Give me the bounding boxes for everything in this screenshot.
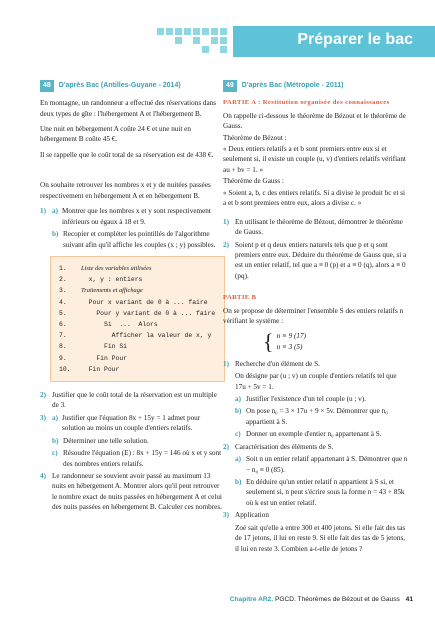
decor-square xyxy=(157,28,164,35)
decor-square xyxy=(193,28,200,35)
line-number: 7. xyxy=(59,332,67,340)
sub-question xyxy=(223,429,408,439)
decor-square xyxy=(211,28,218,35)
question-text: Résoudre l'équation (E) : 8x + 15y = 146 où x et y sont des nombres entiers relatifs. xyxy=(63,449,222,468)
question xyxy=(40,413,225,434)
algorithm-line xyxy=(59,285,216,296)
question-number: 1) xyxy=(40,207,46,216)
question xyxy=(223,240,408,282)
question-text: Justifier que l'équation 8x + 15y = 1 admet pour solution au moins un couple d'entiers relatifs. xyxy=(62,413,201,433)
line-number: 10. xyxy=(59,365,71,373)
exercise-number: 48 xyxy=(40,80,54,92)
line-number: 8. xyxy=(59,343,67,351)
exercise-source: D'après Bac (Antilles-Guyane - 2014) xyxy=(58,82,181,89)
question xyxy=(223,442,408,452)
question xyxy=(223,510,408,520)
question-text: Montrer que les nombres x et y sont respectivement inférieurs ou égaux à 18 et 9. xyxy=(62,207,211,226)
question-text: On pose n₀ = 3 × 17u + 9 × 5v. Démontrer que n₀ appartient à S. xyxy=(246,407,388,426)
question-number: 2) xyxy=(223,240,229,249)
sub-question xyxy=(40,448,225,469)
question-text: En utilisant le théorème de Bézout, démontrer le théorème de Gauss. xyxy=(235,217,403,237)
question-text: Recherche d'un élément de S. xyxy=(235,359,320,368)
decor-square xyxy=(202,46,209,53)
algorithm-line xyxy=(59,364,216,375)
decor-square xyxy=(166,28,173,35)
system-line: n ≡ 9 (17) xyxy=(276,331,306,340)
question-text: Soit n un entier relatif appartenant à S. Démontrer que n − n₀ ≡ 0 (85). xyxy=(246,455,408,474)
decor-square xyxy=(175,37,182,44)
paragraph: « Deux entiers relatifs a et b sont premiers entre eux si et seulement si, il existe un couple (u, v) d'entiers relatifs vérifiant au + bv = 1. » xyxy=(223,145,406,174)
paragraph: On se propose de déterminer l'ensemble S des entiers relatifs n vérifiant le système : xyxy=(223,306,404,326)
question-number: 4) xyxy=(40,472,46,481)
question xyxy=(223,359,408,369)
algorithm-line xyxy=(59,353,216,364)
sub-label: b) xyxy=(52,230,59,239)
question-number: 1) xyxy=(223,217,229,226)
algorithm-line xyxy=(59,330,216,341)
question-number: 3) xyxy=(223,511,229,520)
line-number: 5. xyxy=(59,309,67,317)
page-number: 41 xyxy=(405,596,413,603)
question-number: 2) xyxy=(223,442,229,451)
sub-question xyxy=(223,477,408,508)
paragraph: En montagne, un randonneur a effectué des réservations dans deux types de gîte : l'hébergement A et l'hébergement B. xyxy=(40,99,217,118)
question-text: Caractérisation des éléments de S. xyxy=(235,442,334,451)
algorithm-line xyxy=(59,319,216,330)
question xyxy=(40,471,225,513)
paragraph: « Soient a, b, c des entiers relatifs. Si a divise le produit bc et si a et b sont premiers entre eux, alors a divise c. » xyxy=(223,188,406,208)
sub-label: a) xyxy=(52,207,58,216)
line-number: 3. xyxy=(59,287,67,295)
line-number: 1. xyxy=(59,264,67,272)
decor-square xyxy=(175,28,182,35)
sub-label: c) xyxy=(235,430,241,439)
sub-question xyxy=(40,436,225,446)
exercise-49 xyxy=(223,80,408,556)
question-continuation xyxy=(223,523,408,554)
question-text: Donner un exemple d'entier n₀ appartenant à S. xyxy=(246,430,382,439)
question-text: Soient p et q deux entiers naturels tels que p et q sont premiers entre eux. Déduire du théorème de Gauss que, si a est un entier relatif, tel que a ≡ 0 (p) et a ≡ 0 (q), alors a ≡ 0 (pq). xyxy=(235,240,407,280)
line-text: x, y : entiers xyxy=(81,276,143,284)
line-number: 9. xyxy=(59,354,67,362)
line-text: Si ... Alors xyxy=(81,320,158,328)
left-brace: { xyxy=(263,328,274,354)
decor-square xyxy=(184,28,191,35)
question-text: Justifier que le coût total de la réservation est un multiple de 3. xyxy=(52,390,217,410)
sub-question xyxy=(223,394,408,404)
question-text: Déterminer une telle solution. xyxy=(63,436,149,445)
sub-label: c) xyxy=(52,449,58,458)
line-number: 4. xyxy=(59,298,67,306)
exercise-header xyxy=(40,80,225,92)
page-footer xyxy=(230,596,413,603)
decor-square xyxy=(220,46,227,53)
line-text: Fin Pour xyxy=(81,354,128,362)
question-text: Le randonneur se souvient avoir passé au maximum 13 nuits en hébergement A. Montrer alors qu'il peut retrouver le nombre exact de nuits passées en hébergement A et celui des nuits passées en hébergement B. Calculer ces nombres. xyxy=(52,472,222,512)
page-title: Préparer le bac xyxy=(297,31,413,48)
decor-square xyxy=(220,37,227,44)
exercise-number: 49 xyxy=(223,80,237,92)
algorithm-line xyxy=(59,308,216,319)
question-number: 2) xyxy=(40,390,46,399)
algorithm-line xyxy=(59,297,216,308)
paragraph: On rappelle ci-dessous le théorème de Bézout et le théorème de Gauss. xyxy=(223,111,406,131)
question xyxy=(40,206,225,227)
algorithm-line xyxy=(59,274,216,285)
line-text: Pour y variant de 0 à ... faire xyxy=(81,309,216,317)
question-number: 1) xyxy=(223,359,229,368)
paragraph: Il se rappelle que le coût total de sa réservation est de 438 €. xyxy=(40,150,214,159)
paragraph: On souhaite retrouver les nombres x et y de nuitées passées respectivement en hébergement A et en hébergement B. xyxy=(40,181,211,200)
question-text: Recopier et compléter les pointillés de l'algorithme suivant afin qu'il affiche les couples (x ; y) possibles. xyxy=(63,230,216,249)
sub-question xyxy=(40,229,225,250)
congruence-system xyxy=(263,328,408,354)
decor-square xyxy=(211,37,218,44)
sub-question xyxy=(223,454,408,475)
footer-title: PGCD. Théorèmes de Bézout et de Gauss xyxy=(274,596,400,603)
paragraph: Théorème de Bézout : xyxy=(223,133,287,142)
sub-label: b) xyxy=(235,478,242,487)
sub-label: b) xyxy=(235,407,242,416)
question xyxy=(40,390,225,411)
question-continuation xyxy=(223,371,408,392)
algorithm-line xyxy=(59,341,216,352)
footer-chapter: Chapitre AR2. xyxy=(229,596,274,603)
sub-question xyxy=(223,406,408,427)
exercise-48 xyxy=(40,80,225,515)
line-text: Traitements et affichage xyxy=(81,287,143,295)
system-line: n ≡ 3 (5) xyxy=(276,342,303,351)
part-heading: PARTIE B xyxy=(223,294,257,302)
line-text: Fin Pour xyxy=(81,365,120,373)
question-text: Application xyxy=(235,511,269,520)
exercise-source: D'après Bac (Métropole - 2011) xyxy=(241,82,344,89)
line-text: Fin Si xyxy=(81,343,128,351)
question-text: On désigne par (u ; v) un couple d'entiers relatifs tel que 17u + 5v = 1. xyxy=(235,372,397,391)
algorithm-box xyxy=(50,256,225,382)
decor-square xyxy=(220,28,227,35)
sub-label: b) xyxy=(52,436,59,445)
line-number: 2. xyxy=(59,276,67,284)
line-text: Afficher la valeur de x, y xyxy=(81,332,212,340)
exercise-header xyxy=(223,80,408,92)
question xyxy=(223,217,408,238)
line-number: 6. xyxy=(59,320,67,328)
sub-label: a) xyxy=(52,413,58,422)
line-text: Liste des variables utilisées xyxy=(81,264,152,272)
algorithm-line xyxy=(59,263,216,274)
decor-square xyxy=(202,28,209,35)
question-text: Zoé sait qu'elle a entre 300 et 400 jetons. Si elle fait des tas de 17 jetons, il lui en reste 9. Si elle fait des tas de 5 jetons, il lui en reste 3. Combien a-t-elle de jetons ? xyxy=(235,523,406,553)
line-text: Pour x variant de 0 à ... faire xyxy=(81,298,208,306)
paragraph: Une nuit en hébergement A coûte 24 € et une nuit en hébergement B coûte 45 €. xyxy=(40,125,191,144)
decor-square xyxy=(193,37,200,44)
sub-label: a) xyxy=(235,455,241,464)
question-number: 3) xyxy=(40,413,46,422)
question-text: Justifier l'existence d'un tel couple (u ; v). xyxy=(246,394,366,403)
part-heading: PARTIE A : Restitution organisée des connaissances xyxy=(223,99,390,107)
sub-label: a) xyxy=(235,394,241,403)
header-banner xyxy=(233,26,435,57)
paragraph: Théorème de Gauss : xyxy=(223,177,284,186)
question-text: En déduire qu'un entier relatif n appartient à S si, et seulement si, n peut s'écrire sous la forme n = 43 + 85k où k est un entier relatif. xyxy=(246,478,405,507)
